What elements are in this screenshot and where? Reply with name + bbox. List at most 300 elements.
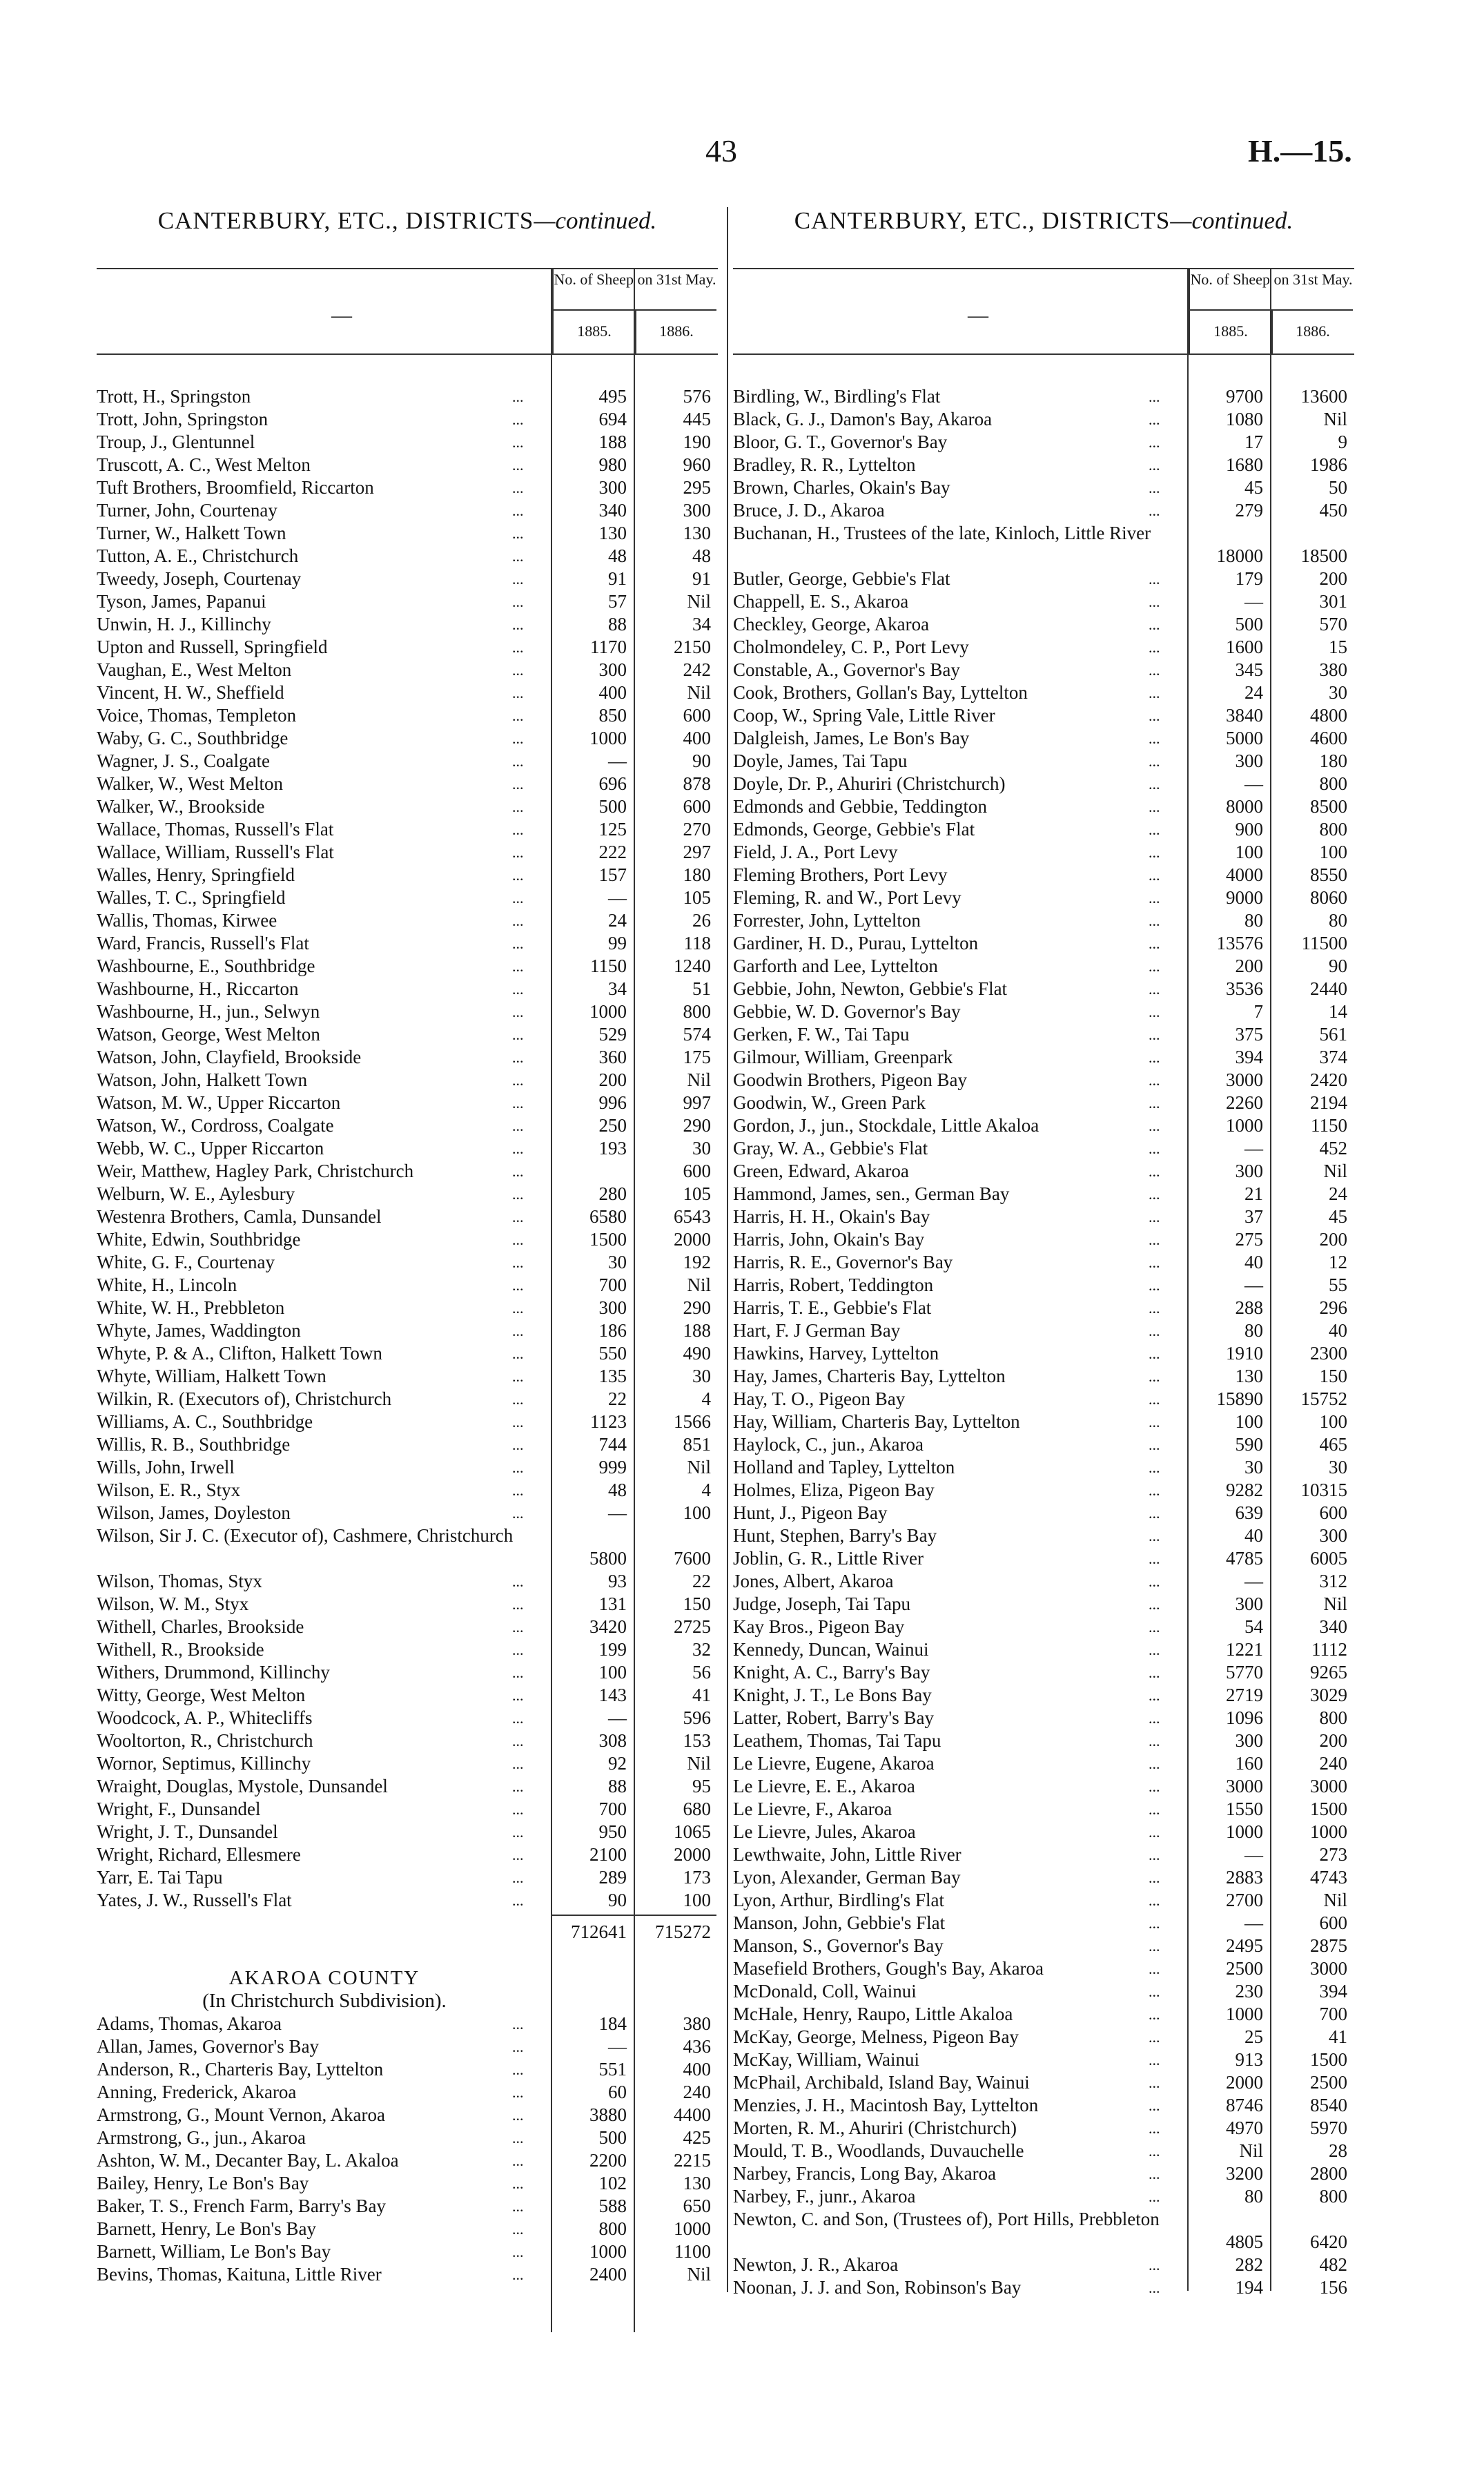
table-row (733, 886, 1354, 909)
owner-name: Gebbie, John, Newton, Gebbie's Flat (733, 978, 1008, 999)
sheep-1885: 93 (608, 1571, 627, 1591)
owner-name: Wraight, Douglas, Mystole, Dunsandel (97, 1776, 388, 1796)
sheep-1885: 1500 (589, 1229, 627, 1250)
sheep-1886: 45 (1329, 1206, 1347, 1227)
table-row (97, 1456, 718, 1479)
table-row (97, 727, 718, 750)
leader-dots: ... (512, 889, 524, 907)
owner-name: Wilson, E. R., Styx (97, 1480, 241, 1500)
leader-dots: ... (512, 1846, 524, 1863)
leader-dots: ... (512, 2266, 524, 2283)
table-row (733, 1912, 1354, 1935)
owner-name: Trott, John, Springston (97, 409, 269, 429)
sheep-1886: Nil (1323, 1161, 1347, 1181)
sheep-1885: 160 (1235, 1753, 1263, 1774)
owner-name: Harris, T. E., Gebbie's Flat (733, 1297, 932, 1318)
owner-name: Wooltorton, R., Christchurch (97, 1730, 313, 1751)
leader-dots: ... (1149, 1368, 1160, 1385)
leader-dots: ... (512, 2152, 524, 2169)
table-row (733, 1000, 1354, 1023)
sheep-1885: 135 (598, 1366, 627, 1386)
owner-name: Black, G. J., Damon's Bay, Akaroa (733, 409, 993, 429)
sheep-1886: 150 (1319, 1366, 1347, 1386)
col-1886-rule (634, 268, 635, 2332)
owner-name: Bruce, J. D., Akaroa (733, 500, 885, 521)
sheep-1885: 100 (1235, 1411, 1263, 1432)
sheep-1886: 960 (683, 454, 711, 475)
owner-name: Whyte, P. & A., Clifton, Halkett Town (97, 1343, 382, 1364)
sheep-1885: 900 (1235, 819, 1263, 840)
leader-dots: ... (512, 1003, 524, 1020)
sheep-1885: 131 (598, 1593, 627, 1614)
sheep-1886: 273 (1319, 1844, 1347, 1865)
sheep-1886: 1500 (1310, 1799, 1347, 1819)
district-continued: —continued. (534, 207, 657, 234)
owner-name: Doyle, James, Tai Tapu (733, 750, 908, 771)
sheep-1885: 5770 (1226, 1662, 1263, 1683)
owner-name: White, H., Lincoln (97, 1275, 237, 1295)
sheep-1886: 2725 (674, 1616, 711, 1637)
sheep-1886: 2500 (1310, 2072, 1347, 2093)
owner-name: Bevins, Thomas, Kaituna, Little River (97, 2264, 382, 2285)
sheep-1886: 290 (683, 1115, 711, 1136)
sheep-1885: 551 (598, 2059, 627, 2080)
sheep-1886: 300 (683, 500, 711, 521)
sheep-1885: 300 (1235, 1161, 1263, 1181)
table-row (733, 454, 1354, 476)
table-row (733, 681, 1354, 704)
sheep-1886: 41 (1329, 2026, 1347, 2047)
owner-name: Whyte, William, Halkett Town (97, 1366, 326, 1386)
table-row (97, 545, 718, 568)
owner-name: Wallace, William, Russell's Flat (97, 842, 334, 862)
sheep-1886: 800 (1319, 773, 1347, 794)
leader-dots: ... (512, 1163, 524, 1180)
leader-dots: ... (1149, 616, 1160, 633)
table-row (97, 1228, 718, 1251)
sheep-1886: 105 (683, 1183, 711, 1204)
leader-dots: ... (512, 1185, 524, 1203)
sheep-1886: 700 (1319, 2004, 1347, 2024)
sheep-1886: 6543 (674, 1206, 711, 1227)
table-header (97, 268, 718, 355)
owner-name: Vaughan, E., West Melton (97, 659, 292, 680)
sheep-1886: 800 (683, 1001, 711, 1022)
owner-name: Wilson, W. M., Styx (97, 1593, 249, 1614)
sheep-1886: 4800 (1310, 705, 1347, 726)
table-row (733, 841, 1354, 864)
sheep-1886: 600 (683, 1161, 711, 1181)
owner-name: Hay, James, Charteris Bay, Lyttelton (733, 1366, 1006, 1386)
leader-dots: ... (512, 1573, 524, 1590)
table-body (733, 385, 1354, 2299)
owner-name: Harris, Robert, Teddington (733, 1275, 934, 1295)
sheep-1885: 13576 (1216, 933, 1263, 953)
table-row (733, 704, 1354, 727)
sheep-1886: 240 (683, 2082, 711, 2102)
table-row (97, 1866, 718, 1889)
leader-dots: ... (1149, 2051, 1160, 2068)
owner-name: Jones, Albert, Akaroa (733, 1571, 894, 1591)
leader-dots: ... (1149, 639, 1160, 656)
sheep-1886: 3000 (1310, 1958, 1347, 1979)
table-row (97, 590, 718, 613)
owner-name: McKay, George, Melness, Pigeon Bay (733, 2026, 1019, 2047)
table-row (97, 1479, 718, 1502)
leader-dots: ... (1149, 1049, 1160, 1066)
owner-name: Latter, Robert, Barry's Bay (733, 1707, 934, 1728)
sheep-1885: 300 (1235, 750, 1263, 771)
table-row (97, 1388, 718, 1411)
table-row (733, 1638, 1354, 1661)
leader-dots: ... (512, 684, 524, 701)
year-1886-header: 1886. (635, 311, 716, 353)
table-row (733, 499, 1354, 522)
leader-dots: ... (512, 525, 524, 542)
owner-name: Fleming Brothers, Port Levy (733, 864, 948, 885)
table-row (733, 2162, 1354, 2185)
table-row (733, 1092, 1354, 1114)
leader-dots: ... (1149, 1550, 1160, 1567)
sheep-1885: 80 (1244, 2186, 1263, 2207)
leader-dots: ... (512, 388, 524, 405)
sheep-1886: 301 (1319, 591, 1347, 612)
table-row (733, 659, 1354, 681)
owner-name: Edmonds, George, Gebbie's Flat (733, 819, 975, 840)
owner-name: Walles, Henry, Springfield (97, 864, 295, 885)
sheep-1886: 200 (1319, 1730, 1347, 1751)
table-row (97, 978, 718, 1000)
sheep-1885: 88 (608, 614, 627, 634)
sheep-1885: 700 (598, 1275, 627, 1295)
table-row (97, 408, 718, 431)
sheep-1885: 913 (1235, 2049, 1263, 2070)
owner-name: Cook, Brothers, Gollan's Bay, Lyttelton (733, 682, 1028, 703)
table-row (733, 1843, 1354, 1866)
leader-dots: ... (1149, 411, 1160, 428)
sheep-1886: 4 (701, 1388, 711, 1409)
owner-name: Barnett, William, Le Bon's Bay (97, 2241, 331, 2262)
leader-dots: ... (1149, 1482, 1160, 1499)
sheep-1885: 230 (1235, 1981, 1263, 2002)
table-row (733, 1433, 1354, 1456)
leader-dots: ... (512, 1117, 524, 1134)
table-row (733, 1228, 1354, 1251)
sheep-1886: 188 (683, 1320, 711, 1341)
sheep-1885: 360 (598, 1047, 627, 1067)
sheep-1885: 2719 (1226, 1685, 1263, 1705)
owner-name: Tutton, A. E., Christchurch (97, 545, 299, 566)
owner-name: Whyte, James, Waddington (97, 1320, 301, 1341)
owner-name: Washbourne, H., jun., Selwyn (97, 1001, 320, 1022)
table-row (97, 2058, 718, 2081)
sheep-1886: 270 (683, 819, 711, 840)
owner-name: Buchanan, H., Trustees of the late, Kinloch, Little River (733, 523, 1151, 543)
leader-dots: ... (1149, 1801, 1160, 1818)
leader-dots: ... (512, 456, 524, 474)
sheep-1886: 2875 (1310, 1935, 1347, 1956)
owner-name: Barnett, Henry, Le Bon's Bay (97, 2218, 317, 2239)
table-row (733, 1342, 1354, 1365)
owner-name: Watson, M. W., Upper Riccarton (97, 1092, 341, 1113)
sheep-1886: 600 (1319, 1502, 1347, 1523)
table-row (97, 1160, 718, 1183)
leader-dots: ... (512, 1368, 524, 1385)
leader-dots: ... (1149, 593, 1160, 610)
owner-name: Washbourne, H., Riccarton (97, 978, 299, 999)
leader-dots: ... (1149, 753, 1160, 770)
sheep-1886: 445 (683, 409, 711, 429)
leader-dots: ... (512, 821, 524, 838)
sheep-1885: 2700 (1226, 1890, 1263, 1910)
owner-name: Gerken, F. W., Tai Tapu (733, 1024, 910, 1045)
table-row (97, 1411, 718, 1433)
table-row (97, 1205, 718, 1228)
leader-dots: ... (1149, 1869, 1160, 1886)
owner-name: Knight, J. T., Le Bons Bay (733, 1685, 932, 1705)
sheep-1886: 100 (683, 1502, 711, 1523)
sheep-1885: 40 (1244, 1252, 1263, 1272)
sheep-1885: 4805 (1226, 2231, 1263, 2252)
sheep-1885: 950 (598, 1821, 627, 1842)
sheep-1886: 2300 (1310, 1343, 1347, 1364)
document-reference: H.—15. (1248, 133, 1352, 168)
owner-name: Welburn, W. E., Aylesbury (97, 1183, 295, 1204)
table-row (733, 1775, 1354, 1798)
leader-dots: ... (512, 1026, 524, 1043)
leader-dots: ... (1149, 958, 1160, 975)
sheep-1886: Nil (687, 1457, 711, 1477)
table-row (733, 1114, 1354, 1137)
table-row (97, 1502, 718, 1524)
sheep-1885: 1550 (1226, 1799, 1263, 1819)
owner-name: Edmonds and Gebbie, Teddington (733, 796, 988, 817)
sheep-1886: 48 (692, 545, 711, 566)
leader-dots: ... (512, 411, 524, 428)
sheep-1886: 4 (701, 1480, 711, 1500)
owner-name: Voice, Thomas, Templeton (97, 705, 297, 726)
owner-name: Haylock, C., jun., Akaroa (733, 1434, 924, 1455)
table-row (97, 1319, 718, 1342)
leader-dots: ... (1149, 1846, 1160, 1863)
table-row (733, 1183, 1354, 1205)
sheep-1886: 800 (1319, 819, 1347, 840)
owner-name: Withers, Drummond, Killinchy (97, 1662, 330, 1683)
table-row (97, 1638, 718, 1661)
leader-dots: ... (1149, 1185, 1160, 1203)
table-row (97, 681, 718, 704)
sheep-1886: 40 (1329, 1320, 1347, 1341)
owner-name: Goodwin Brothers, Pigeon Bay (733, 1069, 967, 1090)
sheep-1885: 54 (1244, 1616, 1263, 1637)
owner-name: Withell, R., Brookside (97, 1639, 264, 1660)
owner-name: Wilson, Sir J. C. (Executor of), Cashmere, Christchurch (97, 1525, 514, 1546)
owner-name: Wills, John, Irwell (97, 1457, 235, 1477)
owner-name: Wilkin, R. (Executors of), Christchurch (97, 1388, 392, 1409)
sheep-1885: 57 (608, 591, 627, 612)
leader-dots: ... (512, 1254, 524, 1271)
leader-dots: ... (1149, 1778, 1160, 1795)
owner-name: Le Lievre, F., Akaroa (733, 1799, 892, 1819)
sheep-1886: 2215 (674, 2150, 711, 2171)
table-row (97, 2149, 718, 2172)
table-row (97, 841, 718, 864)
sheep-1885: 200 (1235, 956, 1263, 976)
sheep-1885: 3200 (1226, 2163, 1263, 2184)
owner-name: Watson, John, Clayfield, Brookside (97, 1047, 362, 1067)
owner-name: Le Lievre, Jules, Akaroa (733, 1821, 916, 1842)
leader-dots: ... (1149, 1277, 1160, 1294)
owner-name: Harris, John, Okain's Bay (733, 1229, 925, 1250)
leader-dots: ... (1149, 570, 1160, 588)
sheep-1886: 80 (1329, 910, 1347, 931)
leader-dots: ... (512, 1641, 524, 1658)
owner-name: Harris, R. E., Governor's Bay (733, 1252, 953, 1272)
sheep-1885: 300 (1235, 1593, 1263, 1614)
sheep-1885: 300 (598, 659, 627, 680)
table-row (97, 1729, 718, 1752)
sheep-1886: 2000 (674, 1844, 711, 1865)
table-row (97, 431, 718, 454)
sheep-1885: 100 (1235, 842, 1263, 862)
leader-dots: ... (1149, 1596, 1160, 1613)
owner-name: Forrester, John, Lyttelton (733, 910, 921, 931)
sheep-1885: 3420 (589, 1616, 627, 1637)
name-column-header: — (968, 304, 988, 327)
leader-dots: ... (1149, 1163, 1160, 1180)
sheep-1885: — (1244, 1912, 1263, 1933)
sheep-1886: 374 (1319, 1047, 1347, 1067)
owner-name: Trott, H., Springston (97, 386, 251, 407)
sheep-1886: 997 (683, 1092, 711, 1113)
table-row (733, 1365, 1354, 1388)
owner-name: Brown, Charles, Okain's Bay (733, 477, 950, 498)
sheep-1886: 90 (1329, 956, 1347, 976)
sheep-1886: 400 (683, 2059, 711, 2080)
table-row (733, 2094, 1354, 2117)
leader-dots: ... (512, 2084, 524, 2101)
sheep-1885: 1170 (590, 637, 627, 657)
sheep-1886: Nil (687, 591, 711, 612)
table-row (97, 1046, 718, 1069)
sheep-1885: 2400 (589, 2264, 627, 2285)
table-row (97, 2081, 718, 2104)
owner-name: Knight, A. C., Barry's Bay (733, 1662, 930, 1683)
sheep-1885: 30 (1244, 1457, 1263, 1477)
sheep-1885: 375 (1235, 1024, 1263, 1045)
owner-name: Weir, Matthew, Hagley Park, Christchurch (97, 1161, 414, 1181)
table-row (97, 1889, 718, 1912)
leader-dots: ... (512, 2061, 524, 2078)
sheep-1886: 30 (1329, 1457, 1347, 1477)
leader-dots: ... (512, 548, 524, 565)
sheep-1886: 130 (683, 2173, 711, 2193)
sheep-1885: 588 (598, 2196, 627, 2216)
sheep-1886: 100 (683, 1890, 711, 1910)
leader-dots: ... (512, 753, 524, 770)
sheep-1885: 529 (598, 1024, 627, 1045)
sheep-1885: 193 (598, 1138, 627, 1159)
table-row (97, 2104, 718, 2126)
table-row (97, 2263, 718, 2286)
table-row (97, 1114, 718, 1137)
table-row (733, 1251, 1354, 1274)
leader-dots: ... (1149, 1322, 1160, 1339)
owner-name: Bailey, Henry, Le Bon's Bay (97, 2173, 309, 2193)
owner-name: Goodwin, W., Green Park (733, 1092, 926, 1113)
table-row (733, 408, 1354, 431)
sheep-1885: 90 (608, 1890, 627, 1910)
owner-name: Lyon, Alexander, German Bay (733, 1867, 961, 1888)
owner-name: Wright, Richard, Ellesmere (97, 1844, 301, 1865)
sheep-1886: 450 (1319, 500, 1347, 521)
sheep-1885: 9282 (1226, 1480, 1263, 1500)
sheep-1885: — (1244, 1844, 1263, 1865)
table-row (733, 1023, 1354, 1046)
sheep-1886: Nil (1323, 1593, 1347, 1614)
leader-dots: ... (1149, 730, 1160, 747)
leader-dots: ... (1149, 2256, 1160, 2274)
total-1886: 715272 (655, 1921, 711, 1942)
table-row (97, 1069, 718, 1092)
owner-name: Waby, G. C., Southbridge (97, 728, 289, 748)
sheep-1886: 570 (1319, 614, 1347, 634)
leader-dots: ... (512, 593, 524, 610)
sheep-1886: 15752 (1300, 1388, 1347, 1409)
leader-dots: ... (512, 1345, 524, 1362)
leader-dots: ... (512, 1596, 524, 1613)
sheep-1885: 300 (1235, 1730, 1263, 1751)
owner-name: Hay, T. O., Pigeon Bay (733, 1388, 906, 1409)
leader-dots: ... (1149, 1072, 1160, 1089)
table-row (733, 522, 1354, 568)
table-row (733, 636, 1354, 659)
owner-name: Newton, J. R., Akaroa (733, 2254, 899, 2275)
leader-dots: ... (512, 1482, 524, 1499)
table-row (733, 1593, 1354, 1616)
sheep-1885: Nil (1239, 2140, 1263, 2161)
owner-name: Troup, J., Glentunnel (97, 432, 255, 452)
header-bottom-rule (97, 353, 718, 355)
sheep-1886: 240 (1319, 1753, 1347, 1774)
sheep-1886: 118 (683, 933, 711, 953)
leader-dots: ... (1149, 2006, 1160, 2023)
table-row (733, 431, 1354, 454)
owner-name: Watson, John, Halkett Town (97, 1069, 308, 1090)
table-row (97, 613, 718, 636)
sheep-1885: 184 (598, 2013, 627, 2034)
table-row (97, 1342, 718, 1365)
table-row (733, 1980, 1354, 2003)
leader-dots: ... (1149, 1664, 1160, 1681)
sheep-1886: 436 (683, 2036, 711, 2057)
district-name: CANTERBURY, ETC., DISTRICTS (794, 207, 1171, 234)
leader-dots: ... (1149, 1117, 1160, 1134)
total-row (97, 1912, 718, 1953)
sheep-1885: 6580 (589, 1206, 627, 1227)
sheep-1886: 200 (1319, 1229, 1347, 1250)
leader-dots: ... (512, 1687, 524, 1704)
sheep-1886: 851 (683, 1434, 711, 1455)
sheep-1885: 8746 (1226, 2095, 1263, 2115)
sheep-1885: 40 (1244, 1525, 1263, 1546)
sheep-1886: 2440 (1310, 978, 1347, 999)
sheep-1885: 1080 (1226, 409, 1263, 429)
sheep-1886: 24 (1329, 1183, 1347, 1204)
table-row (97, 1023, 718, 1046)
leader-dots: ... (1149, 1618, 1160, 1636)
table-row (97, 1752, 718, 1775)
